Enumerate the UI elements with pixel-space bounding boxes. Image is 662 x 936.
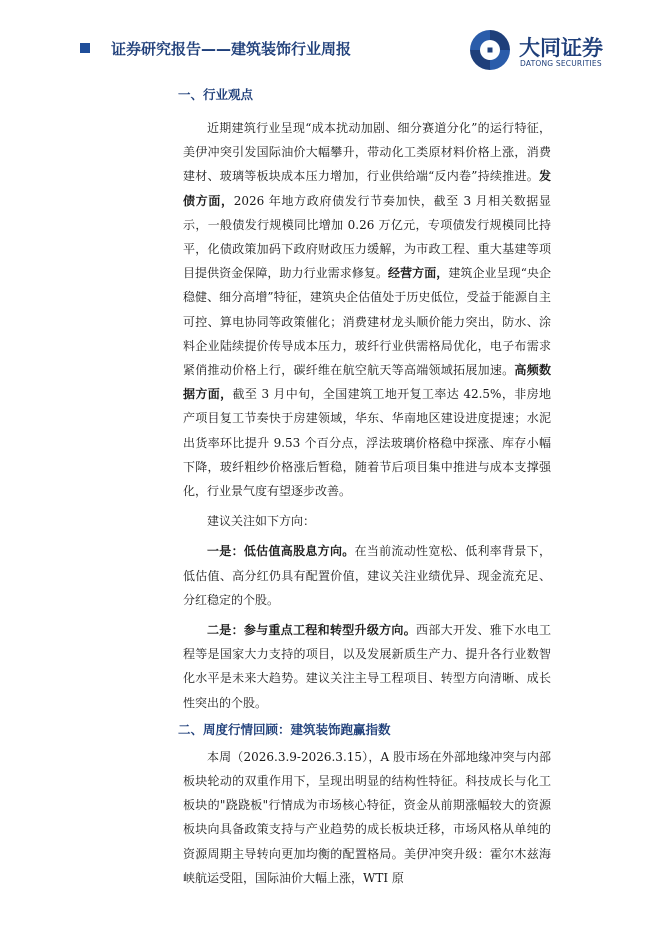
logo-text-en: DATONG SECURITIES	[520, 59, 602, 68]
paragraph-direction-two	[183, 618, 551, 715]
bold-lead-debt: 发债方面，	[183, 169, 551, 208]
text-span: 在当前流动性宽松、低利率背景下，低估值、高分红仍具有配置价值，建议关注业绩优异、现金流充足、分红稳定的个股。	[183, 544, 551, 607]
logo-text-cn: 大同证券	[519, 36, 603, 60]
logo-icon	[468, 28, 512, 72]
report-header	[0, 0, 662, 70]
company-logo	[468, 28, 628, 72]
bold-lead-direction-one: 一是：低估值高股息方向。	[207, 544, 355, 559]
text-span: 2026 年地方政府债发行节奏加快，截至 3 月相关数据显示，一般债发行规模同比增加 0.26 万亿元，专项债发行规模同比持平，化债政策加码下政府财政压力缓解，为市政工程、重大基建等项目提供资金保障，助力行业需求修复。	[183, 193, 551, 281]
text-span: 建筑企业呈现“央企稳健、细分高增”特征，建筑央企估值处于历史低位，受益于能源自主可控、算电协同等政策催化；消费建材龙头顺价能力突出，防水、涂料企业陆续提价传导成本压力，玻纤行业供需格局优化，电子布需求紧俏推动价格上行，碳纤维在航空航天等高端领域拓展加速。	[183, 266, 551, 378]
bold-lead-high-frequency: 高频数据方面，	[183, 363, 551, 402]
paragraph-direction-one	[183, 539, 551, 612]
bold-lead-operations: 经营方面，	[388, 266, 449, 281]
bold-lead-direction-two: 二是：参与重点工程和转型升级方向。	[207, 623, 417, 638]
paragraph-industry-view	[183, 116, 551, 503]
text-span: 西部大开发、雅下水电工程等是国家大力支持的项目，以及发展新质生产力、提升各行业数智化水平是未来大趋势。建议关注主导工程项目、转型方向清晰、成长性突出的个股。	[183, 623, 551, 710]
text-span: 截至 3 月中旬，全国建筑工地开复工率达 42.5%，非房地产项目复工节奏快于房建领域，华东、华南地区建设进度提速；水泥出货率环比提升 9.53 个百分点，浮法玻璃价格稳中探涨、库存小幅下降，玻纤粗纱价格涨后暂稳，随着节后项目集中推进与成本支撑强化，行业景气度有望逐步改善。	[183, 387, 551, 499]
section-heading-weekly-review: 二、周度行情回顾：建筑装饰跑赢指数	[178, 721, 391, 737]
report-title: 证券研究报告——建筑装饰行业周报	[111, 40, 352, 58]
section-heading-industry-view: 一、行业观点	[178, 87, 254, 102]
paragraph-suggested-directions: 建议关注如下方向：	[207, 514, 316, 529]
report-body	[178, 84, 551, 890]
paragraph-weekly-review: 本周（2026.3.9-2026.3.15），A 股市场在外部地缘冲突与内部板块轮动的双重作用下，呈现出明显的结构性特征。科技成长与化工板块的"跷跷板"行情成为市场核心特征，资金从前期涨幅较大的资源板块向具备政策支持与产业趋势的成长板块迁移，市场风格从单纯的资源周期主导转向更加均衡的配置格局。美伊冲突升级：霍尔木兹海峡航运受阻，国际油价大幅上涨，WTI 原	[183, 749, 551, 885]
header-square-marker	[80, 43, 90, 53]
text-span: 近期建筑行业呈现“成本扰动加剧、细分赛道分化”的运行特征，美伊冲突引发国际油价大幅攀升，带动化工类原材料价格上涨，消费建材、玻璃等板块成本压力增加，行业供给端“反内卷”持续推进。	[183, 121, 551, 184]
